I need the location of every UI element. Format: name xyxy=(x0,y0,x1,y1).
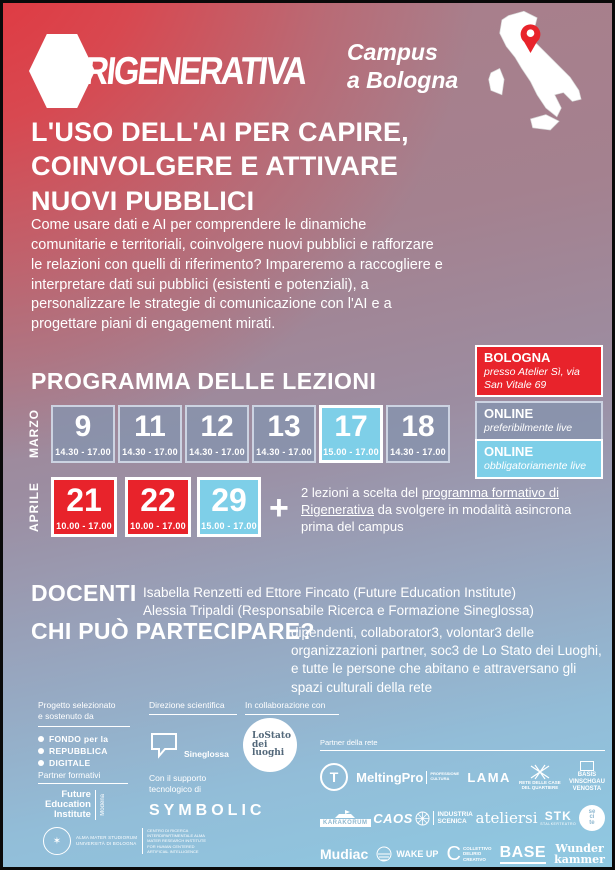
legend-online-preferibilmente xyxy=(475,401,603,441)
ateliersi-logo: ateliersi xyxy=(475,809,538,827)
industria-line1: INDUSTRIA xyxy=(437,810,473,818)
fei-city: Modena xyxy=(99,794,106,816)
day-time: 14.30 - 17.00 xyxy=(55,446,111,457)
wunderkammer-logo xyxy=(554,843,605,865)
footer-col3-label: In collaborazione con xyxy=(245,700,326,710)
karakorum-label: KARAKORUM xyxy=(320,819,371,827)
stato-line3: luoghi xyxy=(252,748,285,759)
day-time: 14.30 - 17.00 xyxy=(122,446,178,457)
stalker-label: STK xyxy=(544,808,572,823)
docenti-line1: Isabella Renzetti ed Ettore Fincato (Future Education Institute) xyxy=(143,585,516,600)
unibo-text xyxy=(76,835,137,846)
industria-scenica-logo xyxy=(415,811,472,826)
industria-line2: SCENICA xyxy=(437,818,467,825)
italy-map-svg xyxy=(465,9,607,141)
fondo-row3 xyxy=(38,758,108,768)
day-number: 21 xyxy=(66,481,102,518)
partecipare-heading: CHI PUÒ PARTECIPARE? xyxy=(31,618,315,644)
fei-line3: Institute xyxy=(53,808,91,820)
fondo-line3: DIGITALE xyxy=(49,758,91,768)
programma-formativo-link[interactable]: programma formativo di Rigenerativa xyxy=(301,485,559,517)
day-time: 15.00 - 17.00 xyxy=(201,520,257,531)
docenti-text xyxy=(143,584,608,620)
lesson-day-marzo-13 xyxy=(252,405,316,463)
lo-stato-dei-luoghi-logo xyxy=(243,718,297,772)
wake-up-label: WAKE UP xyxy=(396,849,439,859)
wake-up-logo xyxy=(376,846,438,862)
wunder-line2: kammer xyxy=(554,853,605,866)
program-heading: PROGRAMMA DELLE LEZIONI xyxy=(31,368,377,394)
day-time: 14.30 - 17.00 xyxy=(189,446,245,457)
day-time: 10.00 - 17.00 xyxy=(56,520,112,531)
partecipare-text: dipendenti, collaborator3, volontar3 delle organizzazioni partner, soc3 de Lo Stato dei Luoghi, e tutte le persone che abitano e attraversano gli spazi culturali della rete xyxy=(291,625,602,695)
secite-line3: te xyxy=(589,819,595,826)
wheel-icon xyxy=(415,811,430,826)
meltingpro-logo xyxy=(356,770,459,785)
extra-note-post: da svolgere in modalità asincrona prima del campus xyxy=(301,501,572,534)
unibo-line2: UNIVERSITÀ DI BOLOGNA xyxy=(76,841,137,846)
lesson-day-aprile-21 xyxy=(51,477,117,537)
stato-line2: dei xyxy=(252,739,268,750)
day-number: 18 xyxy=(401,409,435,443)
docenti-line2: Alessia Tripaldi (Responsabile Ricerca e Formazione Sineglossa) xyxy=(143,603,534,619)
unibo-seal-icon: ✶ xyxy=(43,827,71,855)
basis-box-icon xyxy=(580,761,594,771)
secite-line1: se xyxy=(588,808,596,815)
mudiac-logo: Mudiac xyxy=(320,846,369,862)
wunder-line1: Wunder xyxy=(555,842,604,855)
karakorum-logo xyxy=(320,810,371,827)
legend-bologna xyxy=(475,345,603,397)
partner-formativi-rule xyxy=(38,783,128,784)
meltingpro-tag1: PROFESSIONE xyxy=(430,771,460,777)
day-time: 14.30 - 17.00 xyxy=(390,446,446,457)
bullet-icon xyxy=(38,760,44,766)
caos-logo: CAOS xyxy=(373,810,413,826)
bullet-icon xyxy=(38,736,44,742)
intro-paragraph: Come usare dati e AI per comprendere le dinamiche comunitarie e territoriali, coinvolgere nuovi pubblici e rafforzare le relazioni con quelli di riferimento? Impareremo a raccogliere e interpretare dati sui pubblici (esistenti e potenziali), a personalizzare le strategie di comunicazione con l'AI e a progettare piani di engagement mirati. xyxy=(31,217,443,333)
footer-col1-line2: e sostenuto da xyxy=(38,711,94,722)
plus-sign: + xyxy=(269,489,289,527)
partner-row-3 xyxy=(320,839,605,869)
collettivo-line1: COLLETTIVO xyxy=(462,845,492,851)
footer-col3-rule xyxy=(245,714,339,715)
footer-col2-rule xyxy=(149,714,237,715)
day-time: 14.30 - 17.00 xyxy=(256,446,312,457)
collettivo-line3: CREATIVO xyxy=(462,856,486,862)
lesson-day-marzo-9 xyxy=(51,405,115,463)
footer-col2-label: Direzione scientifica xyxy=(149,700,225,710)
meltingpro-tag xyxy=(430,772,459,782)
rete-case-line1: RETE DELLE CASE xyxy=(519,779,561,785)
month-label-marzo: MARZO xyxy=(27,409,41,459)
lesson-day-aprile-29 xyxy=(197,477,261,537)
symbolic-logo: SYMBOLIC xyxy=(149,802,266,819)
supporto-line2: tecnologico di xyxy=(149,784,201,795)
day-number: 22 xyxy=(140,481,176,518)
basis-line3: VENOSTA xyxy=(572,785,602,792)
meltingpro-divider xyxy=(426,771,427,784)
collettivo-delirio-creativo-logo xyxy=(447,843,492,866)
fondo-row2 xyxy=(38,746,108,756)
boat-icon xyxy=(334,810,356,819)
day-number: 9 xyxy=(74,409,92,443)
unibo-line1: ALMA MATER STUDIORUM xyxy=(76,835,138,841)
campus-line1: Campus xyxy=(347,39,438,65)
sineglossa-book-icon xyxy=(149,731,179,759)
campus-subtitle xyxy=(347,39,458,94)
lesson-day-marzo-18 xyxy=(386,405,450,463)
legend-bologna-subtitle: presso Atelier Sì, via San Vitale 69 xyxy=(484,365,580,391)
sunset-icon xyxy=(376,846,392,862)
extra-note-pre: 2 lezioni a scelta del xyxy=(301,485,422,500)
partner-row-2 xyxy=(320,802,605,834)
stato-line1: LoStato xyxy=(252,731,291,742)
title-line2: COINVOLGERE E ATTIVARE xyxy=(31,151,398,182)
rete-case-line2: DEL QUARTIERE xyxy=(521,785,559,790)
collettivo-c: C xyxy=(446,842,461,865)
lesson-day-marzo-17 xyxy=(319,405,383,463)
rigenerativa-logo xyxy=(29,31,308,111)
rete-case-quartiere-logo xyxy=(519,764,561,791)
day-number: 29 xyxy=(211,481,247,518)
campus-line2: a Bologna xyxy=(347,66,459,93)
legend-bologna-title: BOLOGNA xyxy=(484,350,551,365)
legend-online2-subtitle: obbligatoriamente live xyxy=(484,459,587,472)
extra-lessons-note xyxy=(301,485,603,536)
footer-col1-rule xyxy=(38,726,130,727)
legend-online1-subtitle: preferibilmente live xyxy=(484,421,573,434)
sineglossa-logo xyxy=(149,731,229,759)
lesson-day-marzo-11 xyxy=(118,405,182,463)
legend-online1-title: ONLINE xyxy=(484,406,534,421)
fei-divider xyxy=(95,790,96,820)
fondo-line1: FONDO per la xyxy=(49,734,109,744)
lesson-day-aprile-22 xyxy=(125,477,191,537)
industria-text xyxy=(433,811,472,825)
meltingpro-name: MeltingPro xyxy=(356,769,424,785)
secite-line2: ci xyxy=(589,814,595,821)
lama-logo: LAMA xyxy=(467,769,511,785)
docenti-heading: DOCENTI xyxy=(31,580,137,606)
unibo-centro-text: CENTRO DI RICERCA INTERDIPARTIMENTALE ALMA MATER RESEARCH INSTITUTE FOR HUMAN CENTERED ARTIFICIAL INTELLIGENCE xyxy=(142,828,211,854)
basis-line2: VINSCHGAU xyxy=(568,779,605,786)
basis-logo xyxy=(569,761,605,793)
collettivo-text xyxy=(463,846,492,862)
partner-formativi-label: Partner formativi xyxy=(38,770,101,780)
crossed-sticks-icon xyxy=(529,764,551,780)
future-education-institute-logo xyxy=(45,790,106,820)
fei-line1: Future xyxy=(61,789,91,801)
footer-col1-line1: Progetto selezionato xyxy=(38,700,116,710)
day-number: 13 xyxy=(267,409,301,443)
fei-line2: Education xyxy=(45,799,91,811)
bullet-icon xyxy=(38,748,44,754)
logo-wordmark: RIGENERATIVA xyxy=(82,48,308,93)
italy-map-icon xyxy=(465,9,607,141)
basis-line1: BASIS xyxy=(577,772,597,779)
supporto-label xyxy=(149,773,206,795)
title-line3: NUOVI PUBBLICI xyxy=(31,185,255,216)
legend-online2-title: ONLINE xyxy=(484,444,534,459)
day-number: 17 xyxy=(334,409,368,443)
partner-rete-label: Partner della rete xyxy=(320,738,378,747)
stalker-teatro-logo xyxy=(540,810,576,827)
secite-logo xyxy=(579,805,605,831)
stalker-sub: STALKERTEATRO xyxy=(540,821,577,826)
legend-online-obbligatoriamente xyxy=(475,439,603,479)
footer-col1-label xyxy=(38,700,116,722)
meltingpro-tag2: CULTURA xyxy=(430,776,450,781)
collettivo-line2: DELIRIO xyxy=(462,851,482,857)
supporto-line1: Con il supporto xyxy=(149,773,207,783)
fondo-line2: REPUBBLICA xyxy=(49,746,108,756)
lesson-day-marzo-12 xyxy=(185,405,249,463)
day-time: 10.00 - 17.00 xyxy=(130,520,186,531)
day-number: 12 xyxy=(200,409,234,443)
fondo-row1 xyxy=(38,734,108,744)
day-time: 15.00 - 17.00 xyxy=(323,446,379,457)
sineglossa-label: Sineglossa xyxy=(184,749,229,759)
base-logo: BASE xyxy=(500,844,546,864)
title-line1: L'USO DELL'AI PER CAPIRE, xyxy=(31,117,409,147)
day-number: 11 xyxy=(134,409,166,443)
partner-row-1 xyxy=(320,760,605,794)
fondo-repubblica-digitale-logo xyxy=(38,734,108,770)
unibo-logo xyxy=(43,827,211,855)
partner-rete-rule xyxy=(320,750,605,751)
page-title xyxy=(31,115,409,218)
teatro-t-logo: T xyxy=(320,763,348,791)
month-label-aprile: APRILE xyxy=(27,482,41,533)
fei-text xyxy=(45,790,91,820)
